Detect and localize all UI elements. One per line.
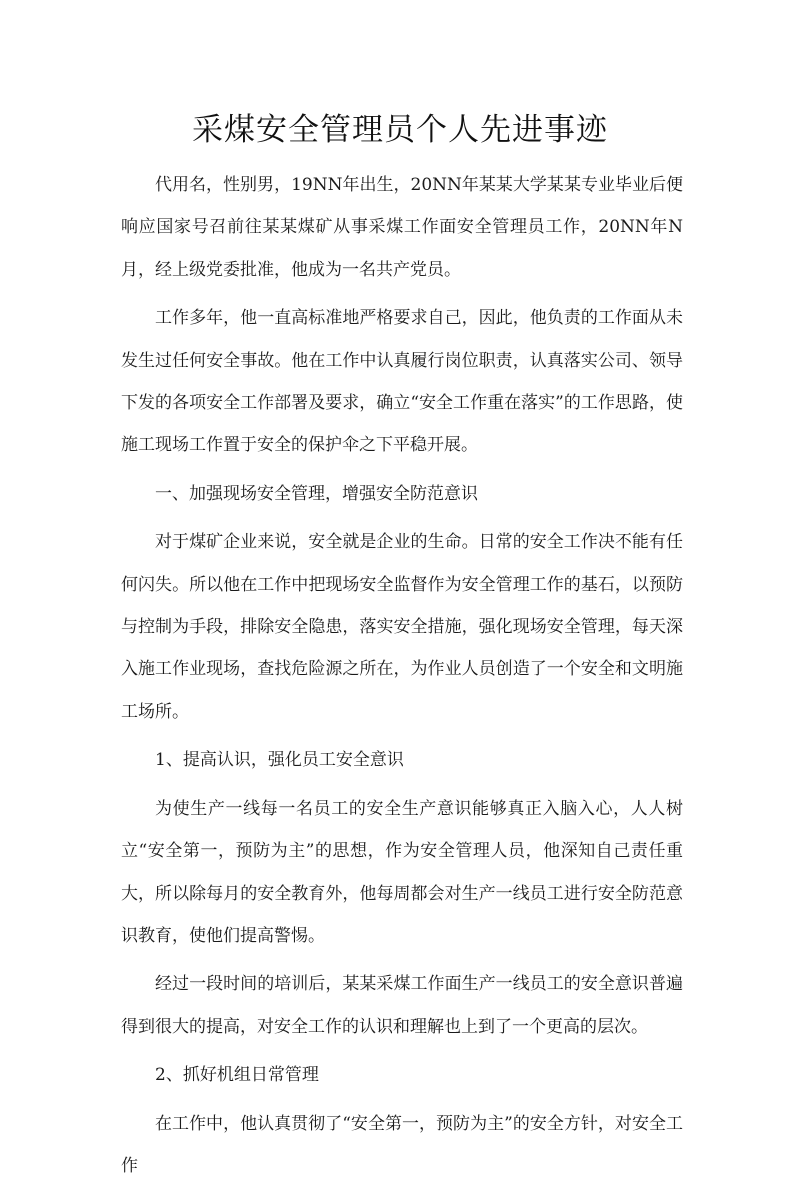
paragraph-intro: 代用名，性别男，19NN年出生，20NN年某某大学某某专业毕业后便响应国家号召前往某某煤矿从事采煤工作面安全管理员工作，20NN年N月，经上级党委批准，他成为一名共产党员。: [121, 175, 683, 280]
subheading-2: 2、抓好机组日常管理: [155, 1065, 319, 1086]
document-title: 采煤安全管理员个人先进事迹: [192, 112, 608, 148]
paragraph-work-years: 工作多年，他一直高标准地严格要求自己，因此，他负责的工作面从未发生过任何安全事故。他在工作中认真履行岗位职责，认真落实公司、领导下发的各项安全工作部署及要求，确立“安全工作重在落实”的工作思路，使施工现场工作置于安全的保护伞之下平稳开展。: [121, 308, 683, 456]
subheading-1: 1、提高认识，强化员工安全意识: [155, 750, 404, 771]
section-heading-1: 一、加强现场安全管理，增强安全防范意识: [155, 483, 478, 504]
paragraph-awareness: 为使生产一线每一名员工的安全生产意识能够真正入脑入心，人人树立“安全第一，预防为主”的思想，作为安全管理人员，他深知自己责任重大，所以除每月的安全教育外，他每周都会对生产一线员工进行安全防范意识教育，使他们提高警惕。: [121, 798, 683, 946]
paragraph-safety-importance: 对于煤矿企业来说，安全就是企业的生命。日常的安全工作决不能有任何闪失。所以他在工作中把现场安全监督作为安全管理工作的基石，以预防与控制为手段，排除安全隐患，落实安全措施，强化现场安全管理，每天深入施工作业现场，查找危险源之所在，为作业人员创造了一个安全和文明施工场所。: [121, 532, 683, 722]
document-body: [121, 164, 683, 1187]
paragraph-daily-management: 在工作中，他认真贯彻了“安全第一，预防为主”的安全方针，对安全工作: [121, 1113, 683, 1176]
paragraph-training-result: 经过一段时间的培训后，某某采煤工作面生产一线员工的安全意识普遍得到很大的提高，对安全工作的认识和理解也上到了一个更高的层次。: [121, 974, 683, 1037]
